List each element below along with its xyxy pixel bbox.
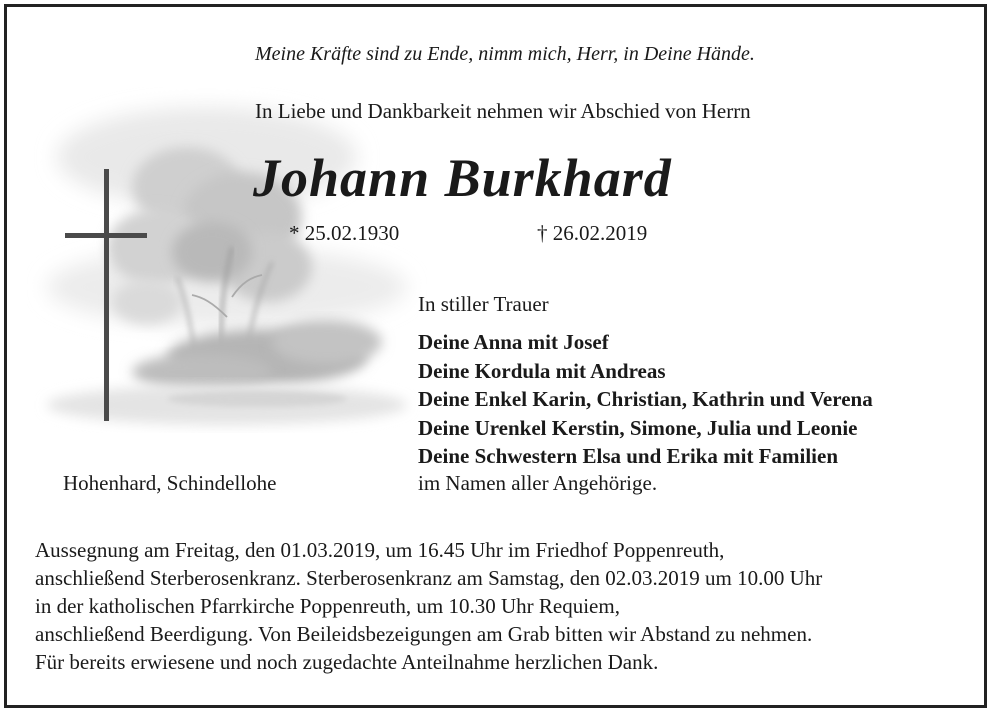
- death-date: † 26.02.2019: [537, 221, 648, 245]
- funeral-notice: [35, 536, 822, 676]
- mourner-line: Deine Enkel Karin, Christian, Kathrin und Verena: [418, 387, 873, 411]
- mourner-line: Deine Urenkel Kerstin, Simone, Julia und Leonie: [418, 415, 858, 440]
- notice-line: Aussegnung am Freitag, den 01.03.2019, um 16.45 Uhr im Friedhof Poppenreuth,: [35, 538, 725, 562]
- intro-line: In Liebe und Dankbarkeit nehmen wir Abschied von Herrn: [255, 99, 751, 123]
- notice-line: anschließend Beerdigung. Von Beileidsbezeigungen am Grab bitten wir Abstand zu nehmen.: [35, 622, 813, 646]
- mourner-line: Deine Anna mit Josef: [418, 330, 609, 354]
- deceased-name: Johann Burkhard: [253, 148, 672, 208]
- mourner-line: Deine Schwestern Elsa und Erika mit Familien: [418, 444, 839, 468]
- motto-verse: Meine Kräfte sind zu Ende, nimm mich, Herr, in Deine Hände.: [255, 43, 755, 65]
- notice-line: Für bereits erwiesene und noch zugedachte Anteilnahme herzlichen Dank.: [35, 650, 659, 674]
- tree-landscape-illustration: [27, 87, 427, 447]
- obituary-frame: [4, 4, 987, 708]
- place-name: Hohenhard, Schindellohe: [63, 471, 277, 495]
- mourner-line: Deine Kordula mit Andreas: [418, 358, 666, 383]
- notice-line: in der katholischen Pfarrkirche Poppenreuth, um 10.30 Uhr Requiem,: [35, 594, 620, 618]
- mourning-closing: im Namen aller Angehörige.: [418, 471, 658, 495]
- mourning-label: In stiller Trauer: [418, 292, 549, 316]
- birth-date: * 25.02.1930: [289, 221, 400, 245]
- mourners-list: [418, 328, 873, 471]
- notice-line: anschließend Sterberosenkranz. Sterberosenkranz am Samstag, den 02.03.2019 um 10.00 Uhr: [35, 566, 823, 590]
